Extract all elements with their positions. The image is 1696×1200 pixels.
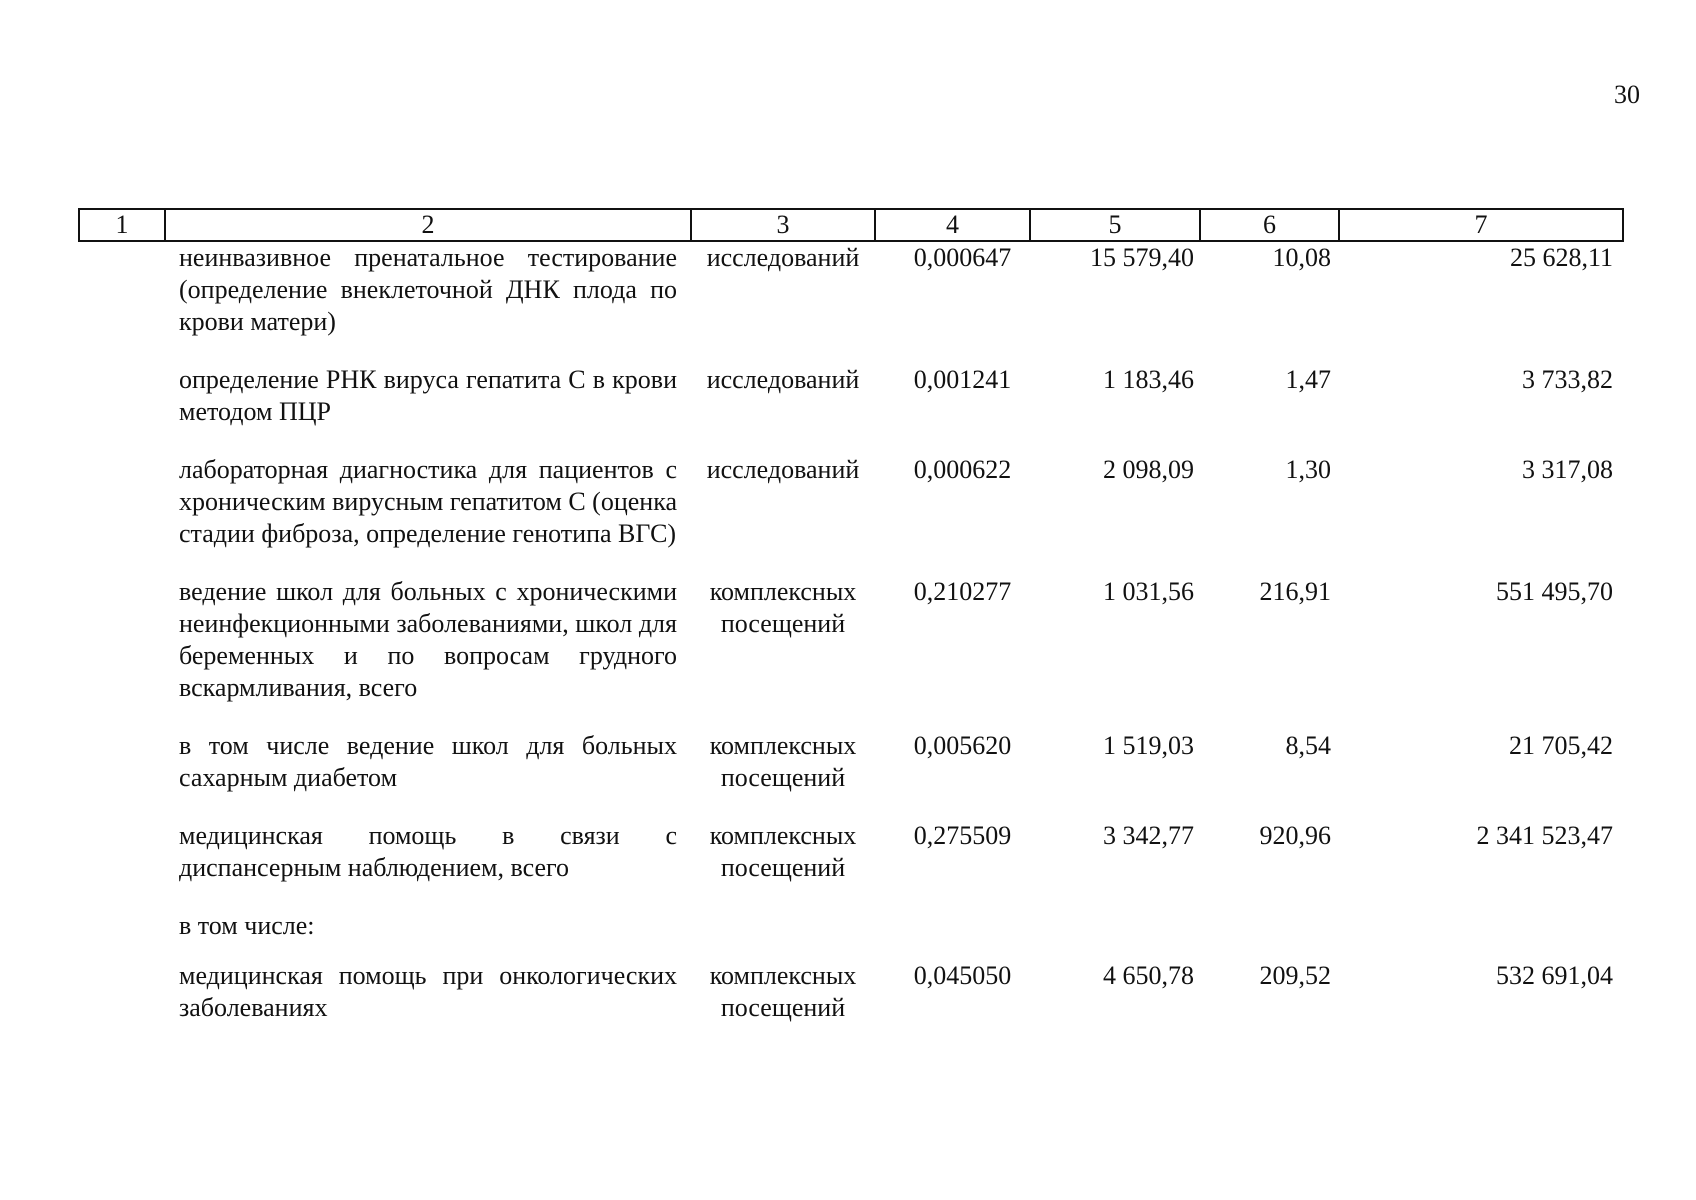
table-row — [79, 364, 1623, 454]
row-rate: 0,005620 — [913, 731, 1012, 760]
row-total: 2 341 523,47 — [1476, 821, 1613, 850]
table-row — [79, 820, 1623, 910]
row-unit: комплексных посещений — [709, 577, 857, 638]
row-unit: исследований — [706, 365, 860, 394]
row-index-cell — [79, 960, 165, 1024]
row-unit: комплексных посещений — [709, 821, 857, 882]
row-index-cell — [79, 364, 165, 454]
table-row — [79, 730, 1623, 820]
row-name: медицинская помощь при онкологических заболеваниях — [179, 961, 677, 1022]
column-header-7: 7 — [1339, 209, 1623, 241]
column-header-6: 6 — [1200, 209, 1339, 241]
page-number: 30 — [1614, 80, 1640, 109]
row-name: медицинская помощь в связи с диспансерным наблюдением, всего — [179, 821, 677, 882]
row-cost: 1 183,46 — [1103, 365, 1194, 394]
row-cost: 2 098,09 — [1103, 455, 1194, 484]
column-number-row — [79, 209, 1623, 241]
row-unit: комплексных посещений — [709, 961, 857, 1022]
row-rate: 0,000622 — [913, 455, 1012, 484]
row-index-cell — [79, 730, 165, 820]
row-total: 532 691,04 — [1496, 961, 1613, 990]
row-norm: 1,47 — [1285, 365, 1331, 394]
row-unit: исследований — [706, 243, 860, 272]
row-total: 21 705,42 — [1509, 731, 1613, 760]
row-rate: 0,000647 — [913, 243, 1012, 272]
row-index-cell — [79, 576, 165, 730]
column-header-2: 2 — [165, 209, 691, 241]
column-header-1: 1 — [79, 209, 165, 241]
row-name: неинвазивное пренатальное тестирование (определение внеклеточной ДНК плода по крови матери) — [179, 243, 677, 336]
row-norm: 8,54 — [1285, 731, 1331, 760]
row-rate: 0,045050 — [913, 961, 1012, 990]
row-name: ведение школ для больных с хроническими неинфекционными заболеваниями, школ для беременных и по вопросам грудного вскармливания, всего — [179, 577, 677, 702]
row-cost: 3 342,77 — [1103, 821, 1194, 850]
column-header-4: 4 — [875, 209, 1030, 241]
row-rate: 0,275509 — [913, 821, 1012, 850]
tariff-table — [78, 208, 1624, 1024]
row-total: 3 317,08 — [1522, 455, 1613, 484]
row-norm: 209,52 — [1259, 961, 1331, 990]
row-index-cell — [79, 241, 165, 364]
row-total: 551 495,70 — [1496, 577, 1613, 606]
row-norm: 1,30 — [1285, 455, 1331, 484]
row-total: 3 733,82 — [1522, 365, 1613, 394]
row-cost: 15 579,40 — [1090, 243, 1194, 272]
table-header — [79, 209, 1623, 241]
row-total: 25 628,11 — [1509, 243, 1613, 272]
row-name: в том числе ведение школ для больных сахарным диабетом — [179, 731, 677, 792]
table-row — [79, 454, 1623, 576]
row-norm: 10,08 — [1272, 243, 1331, 272]
row-rate: 0,001241 — [913, 365, 1012, 394]
row-cost: 4 650,78 — [1103, 961, 1194, 990]
table-row — [79, 960, 1623, 1024]
subheader-row — [79, 910, 1623, 960]
row-index-cell — [79, 454, 165, 576]
column-header-3: 3 — [691, 209, 875, 241]
table-row — [79, 241, 1623, 364]
row-cost: 1 519,03 — [1103, 731, 1194, 760]
table-row — [79, 576, 1623, 730]
row-unit: исследований — [706, 455, 860, 484]
row-index-cell — [79, 910, 165, 960]
table-body — [79, 241, 1623, 1024]
row-rate: 0,210277 — [913, 577, 1012, 606]
subheader-label: в том числе: — [179, 911, 315, 940]
row-norm: 920,96 — [1259, 821, 1331, 850]
row-index-cell — [79, 820, 165, 910]
row-name: определение РНК вируса гепатита С в крови методом ПЦР — [179, 365, 677, 426]
row-norm: 216,91 — [1259, 577, 1331, 606]
column-header-5: 5 — [1030, 209, 1200, 241]
row-name: лабораторная диагностика для пациентов с хроническим вирусным гепатитом С (оценка стадии фиброза, определение генотипа ВГС) — [179, 455, 677, 548]
row-cost: 1 031,56 — [1103, 577, 1194, 606]
row-unit: комплексных посещений — [709, 731, 857, 792]
